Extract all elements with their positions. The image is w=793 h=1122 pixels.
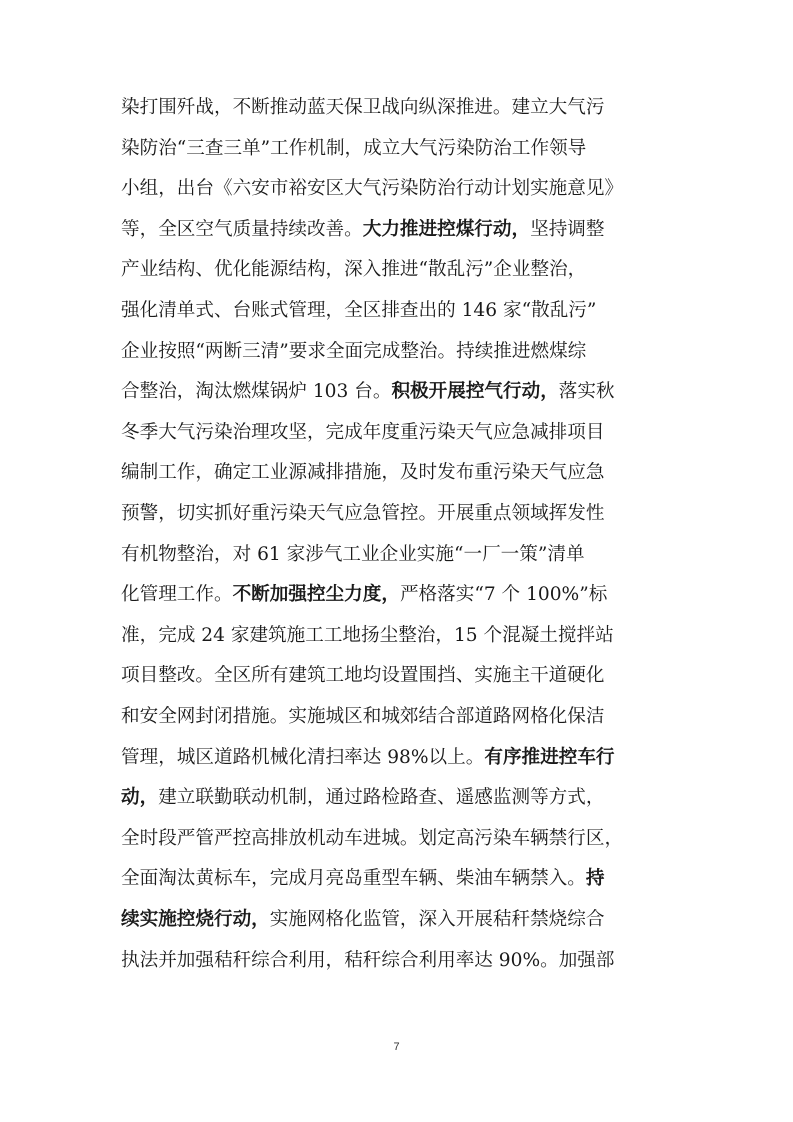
text-run: 小组，出台《六安市裕安区大气污染防治行动计划实施意见》 [121, 178, 624, 200]
bold-heading-phrase: 积极开展控气行动， [391, 381, 559, 403]
text-line [121, 943, 676, 979]
text-line [121, 618, 676, 654]
text-line [121, 537, 676, 573]
bold-heading-phrase: 持 [585, 868, 605, 890]
text-run: 强化清单式、台账式管理，全区排查出的 146 家“散乱污” [121, 300, 597, 321]
text-line [121, 902, 676, 938]
text-run: 染打围歼战，不断推动蓝天保卫战向纵深推进。建立大气污 [121, 97, 605, 118]
text-run: 化管理工作。 [121, 584, 233, 606]
text-run: 有机物整治，对 61 家涉气工业企业实施“一厂一策”清单 [121, 543, 585, 565]
text-line [121, 212, 676, 248]
bold-heading-phrase: 大力推进控煤行动， [362, 218, 531, 240]
text-run: 坚持调整 [530, 218, 605, 240]
text-run: 建立联勤联动机制，通过路检路查、遥感监测等方式， [158, 787, 605, 809]
text-line [121, 455, 676, 491]
text-run: 和安全网封闭措施。实施城区和城郊结合部道路网格化保洁 [121, 706, 605, 727]
text-line [121, 740, 676, 776]
text-line [121, 415, 676, 451]
text-run: 准，完成 24 家建筑施工工地扬尘整治，15 个混凝土搅拌站 [121, 624, 614, 646]
text-run: 编制工作，确定工业源减排措施，及时发布重污染天气应急 [121, 462, 605, 484]
text-line [121, 252, 676, 288]
text-run: 严格落实“7 个 100%”标 [399, 584, 608, 606]
text-run: 项目整改。全区所有建筑工地均设置围挡、实施主干道硬化 [121, 665, 605, 687]
text-run: 全面淘汰黄标车，完成月亮岛重型车辆、柴油车辆禁入。 [121, 868, 586, 890]
text-run: 合整治，淘汰燃煤锅炉 103 台。 [121, 381, 392, 403]
text-line [121, 90, 676, 126]
text-line [121, 577, 676, 613]
text-line [121, 293, 676, 329]
text-line [121, 658, 676, 694]
text-run: 全时段严管严控高排放机动车进城。划定高污染车辆禁行区， [121, 827, 624, 849]
text-line [121, 171, 676, 207]
text-run: 实施网格化监管，深入开展秸秆禁烧综合 [269, 909, 605, 930]
text-line [121, 699, 676, 735]
text-line [121, 821, 676, 857]
text-line [121, 334, 676, 370]
text-line [121, 780, 676, 816]
bold-heading-phrase: 动， [121, 787, 159, 809]
text-run: 预警，切实抓好重污染天气应急管控。开展重点领域挥发性 [121, 503, 605, 524]
bold-heading-phrase: 续实施控烧行动， [121, 909, 270, 930]
page-number: 7 [393, 1041, 400, 1053]
text-line [121, 496, 676, 532]
text-run: 产业结构、优化能源结构，深入推进“散乱污”企业整治， [121, 259, 587, 281]
text-run: 执法并加强秸秆综合利用，秸秆综合利用率达 90%。加强部 [121, 949, 615, 971]
text-line [121, 374, 676, 410]
text-line [121, 131, 676, 167]
text-run: 落实秋 [558, 381, 615, 403]
text-line [121, 861, 676, 897]
text-run: 管理，城区道路机械化清扫率达 98%以上。 [121, 746, 485, 768]
bold-heading-phrase: 有序推进控车行 [484, 746, 615, 768]
text-run: 等，全区空气质量持续改善。 [121, 218, 363, 240]
text-run: 染防治“三查三单”工作机制，成立大气污染防治工作领导 [121, 137, 587, 159]
text-run: 冬季大气污染治理攻坚，完成年度重污染天气应急减排项目 [121, 421, 605, 443]
text-run: 企业按照“两断三清”要求全面完成整治。持续推进燃煤综 [121, 340, 587, 362]
bold-heading-phrase: 不断加强控尘力度， [232, 584, 400, 606]
